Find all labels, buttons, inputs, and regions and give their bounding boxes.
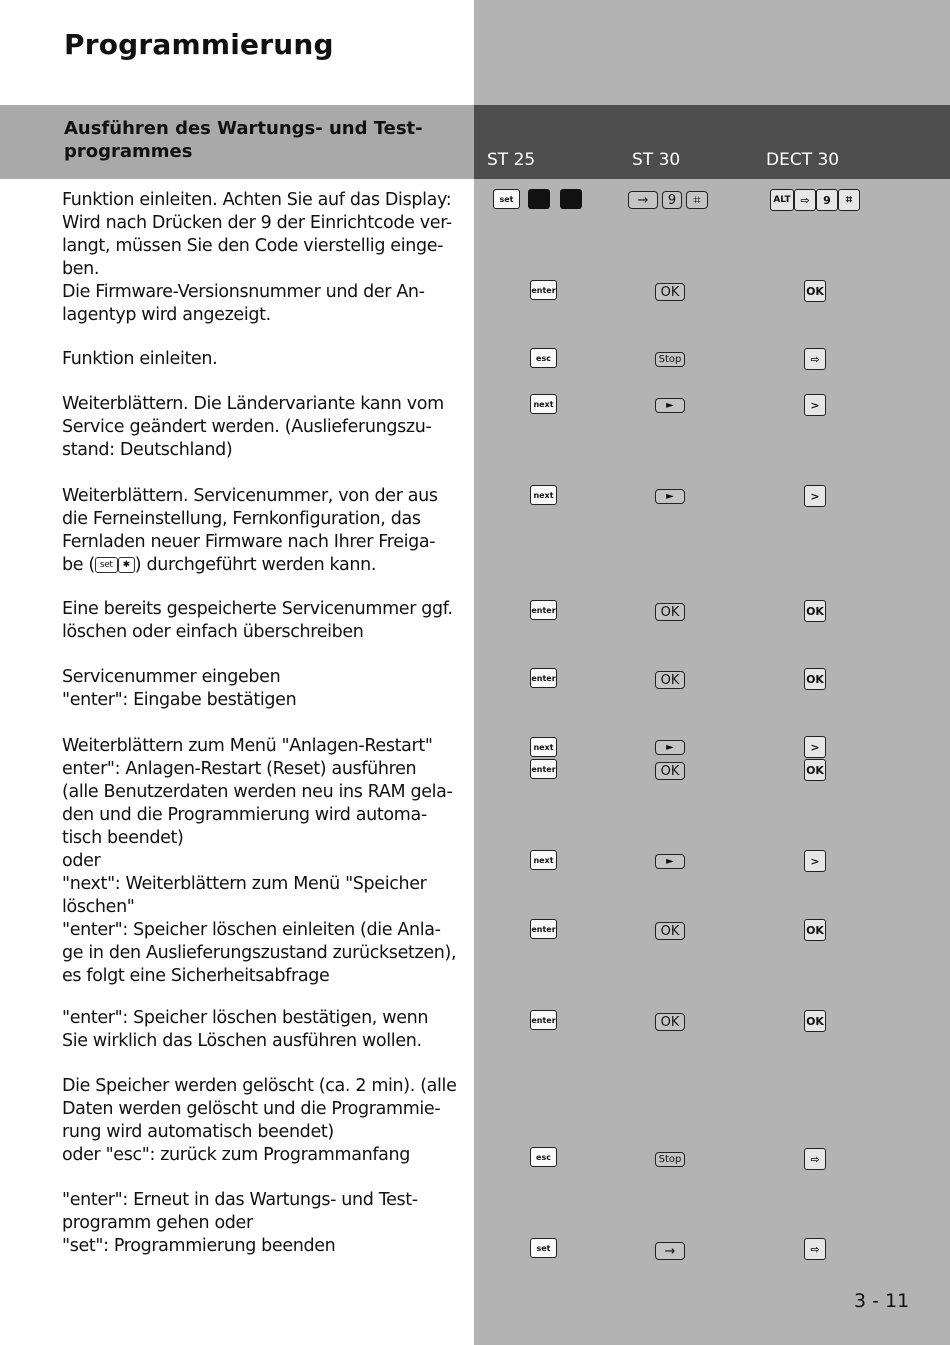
st30-ok-key: OK xyxy=(655,922,685,940)
instruction-8: "enter": Speicher löschen bestätigen, wenn Sie wirklich das Löschen ausführen wollen. xyxy=(62,1008,429,1051)
st30-ok-key: OK xyxy=(655,603,685,621)
st25-esc-key: esc xyxy=(530,348,557,368)
st25-enter-key: enter xyxy=(530,280,557,300)
instruction-10: "enter": Erneut in das Wartungs- und Test- programm gehen oder "set": Programmierung beenden xyxy=(62,1190,418,1256)
dect-chevron-key: > xyxy=(804,850,826,872)
st30-arrow-key: → xyxy=(655,1242,685,1260)
st30-ok-key: OK xyxy=(655,283,685,301)
instruction-6: Servicenummer eingeben "enter": Eingabe bestätigen xyxy=(62,667,297,710)
st30-play-key: ► xyxy=(655,854,685,869)
dect-chevron-key: > xyxy=(804,736,826,758)
st25-set-key: set xyxy=(493,189,520,209)
dect-ok-key: OK xyxy=(804,1010,826,1032)
dect-ok-key: OK xyxy=(804,759,826,781)
st25-set-key: set xyxy=(530,1238,557,1258)
inline-star-key: ✱ xyxy=(118,557,135,573)
st30-nine-key: 9 xyxy=(662,191,682,209)
dect-alt-key: ALT xyxy=(770,189,794,211)
st25-enter-key: enter xyxy=(530,919,557,939)
st25-next-key: next xyxy=(530,737,557,757)
dect-ok-key: OK xyxy=(804,600,826,622)
section-title: Ausführen des Wartungs- und Test- programmes xyxy=(64,118,423,162)
st30-hash-key: ⌗ xyxy=(686,191,708,209)
instruction-4-text-a: Weiterblättern. Servicenummer, von der aus die Ferneinstellung, Fernkonfiguration, das Fernladen neuer Firmware nach Ihrer Freiga- be ( xyxy=(62,486,438,575)
st30-play-key: ► xyxy=(655,489,685,504)
st30-arrow-key: → xyxy=(628,191,658,209)
dect-chevron-key: > xyxy=(804,485,826,507)
st30-play-key: ► xyxy=(655,740,685,755)
dect-hash-key: ⌗ xyxy=(838,189,860,211)
instruction-9: Die Speicher werden gelöscht (ca. 2 min). (alle Daten werden gelöscht und die Programmie- rung wird automatisch beendet) oder "esc": zurück zum Programmanfang xyxy=(62,1076,457,1165)
dect-chevron-key: > xyxy=(804,394,826,416)
instruction-2: Funktion einleiten. xyxy=(62,349,218,369)
st25-enter-key: enter xyxy=(530,668,557,688)
page-title: Programmierung xyxy=(64,28,334,61)
st30-ok-key: OK xyxy=(655,671,685,689)
st25-enter-key: enter xyxy=(530,759,557,779)
st30-stop-key: Stop xyxy=(655,352,685,367)
dect-ok-key: OK xyxy=(804,668,826,690)
instruction-4-text-b: ) durchgeführt werden kann. xyxy=(134,555,377,575)
dect-ok-key: OK xyxy=(804,919,826,941)
dect-exit-key: ⇨ xyxy=(804,1148,826,1170)
instruction-4 xyxy=(62,485,482,577)
inline-set-key: set xyxy=(95,557,118,573)
st25-next-key: next xyxy=(530,850,557,870)
page-number: 3 - 11 xyxy=(854,1290,910,1312)
dect-exit-key: ⇨ xyxy=(804,1238,826,1260)
st25-enter-key: enter xyxy=(530,1010,557,1030)
st25-next-key: next xyxy=(530,394,557,414)
st30-ok-key: OK xyxy=(655,762,685,780)
dect-nine-key: 9 xyxy=(816,189,838,211)
instruction-1: Funktion einleiten. Achten Sie auf das Display: Wird nach Drücken der 9 der Einrichtcode ver- langt, müssen Sie den Code vierstellig einge- ben. Die Firmware-Versionsnummer und der An- lagentyp wird angezeigt. xyxy=(62,190,452,325)
instruction-5: Eine bereits gespeicherte Servicenummer ggf. löschen oder einfach überschreiben xyxy=(62,599,453,642)
st30-stop-key: Stop xyxy=(655,1152,685,1167)
instruction-7: Weiterblättern zum Menü "Anlagen-Restart" enter": Anlagen-Restart (Reset) ausführen (alle Benutzerdaten werden neu ins RAM gela- den und die Programmierung wird automa- tisch beendet) oder "next": Weiterblättern zum Menü "Speicher löschen" "enter": Speicher löschen einleiten (die Anla- ge in den Auslieferungszustand zurücksetzen), es folgt eine Sicherheitsabfrage xyxy=(62,736,457,986)
column-header-st30: ST 30 xyxy=(632,150,681,170)
column-header-dect30: DECT 30 xyxy=(766,150,840,170)
st30-play-key: ► xyxy=(655,398,685,413)
st30-ok-key: OK xyxy=(655,1013,685,1031)
column-header-band xyxy=(474,105,950,179)
dect-ok-key: OK xyxy=(804,280,826,302)
st25-next-key: next xyxy=(530,485,557,505)
st25-blank-key-2 xyxy=(560,189,582,209)
column-header-st25: ST 25 xyxy=(487,150,536,170)
st25-enter-key: enter xyxy=(530,600,557,620)
st25-blank-key-1 xyxy=(528,189,550,209)
dect-exit-key: ⇨ xyxy=(804,348,826,370)
instruction-3: Weiterblättern. Die Ländervariante kann vom Service geändert werden. (Auslieferungszu- stand: Deutschland) xyxy=(62,394,444,460)
st25-esc-key: esc xyxy=(530,1147,557,1167)
dect-exit-key: ⇨ xyxy=(794,189,816,211)
